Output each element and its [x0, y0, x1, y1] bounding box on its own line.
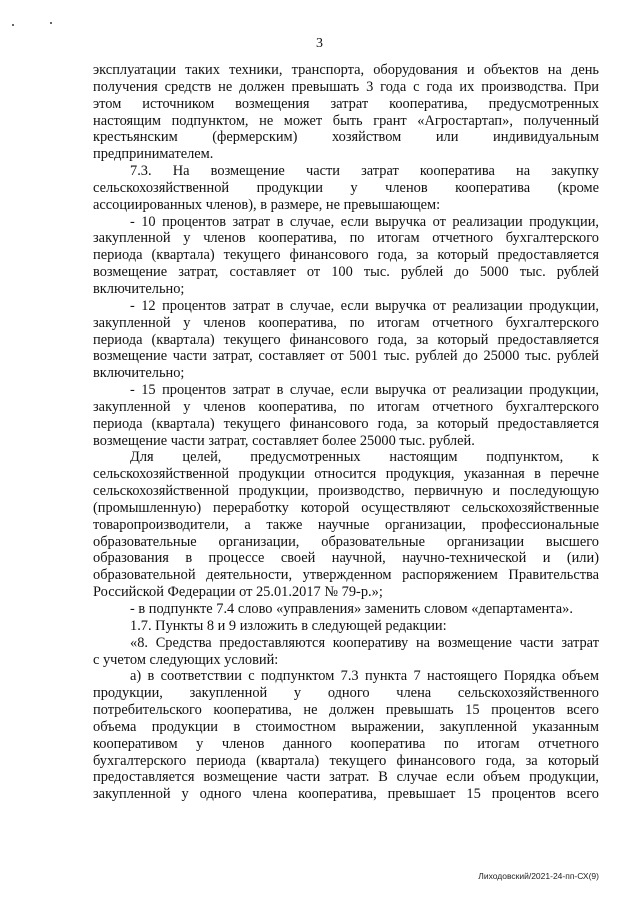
body-line: включительно; — [93, 365, 185, 382]
body-line: 7.3. На возмещение части затрат кооператива на закупку — [130, 163, 599, 180]
body-line: эксплуатации таких техники, транспорта, оборудования и объектов на день — [93, 62, 599, 78]
body-line: «8. Средства предоставляются кооперативу на возмещение части затрат — [130, 634, 599, 651]
body-line: образовательной деятельности, утвержденном распоряжением Правительства — [93, 567, 599, 584]
body-line: периода (квартала) текущего финансового года, за который предоставляется — [93, 415, 599, 432]
body-line: 1.7. Пункты 8 и 9 изложить в следующей редакции: — [130, 617, 447, 634]
document-body — [93, 62, 599, 803]
body-line: с учетом следующих условий: — [93, 651, 279, 668]
body-line: получения средств не должен превышать 3 года с года их производства. При — [93, 78, 599, 95]
body-line: возмещение части затрат, составляет более 25000 тыс. рублей. — [93, 432, 475, 449]
body-line: - 10 процентов затрат в случае, если выручка от реализации продукции, — [130, 213, 599, 230]
body-line: возмещение затрат, составляет от 100 тыс. рублей до 5000 тыс. рублей — [93, 264, 599, 281]
body-line: объема продукции в стоимостном выражении, закупленной указанным — [93, 718, 599, 735]
body-line: сельскохозяйственной продукции у членов кооператива (кроме — [93, 179, 599, 196]
body-line: а) в соответствии с подпунктом 7.3 пункта 7 настоящего Порядка объем — [130, 668, 599, 685]
body-line: потребительского кооператива, не должен превышать 15 процентов всего — [93, 702, 599, 719]
body-line: предоставляется возмещение части затрат. В случае если объем продукции, — [93, 769, 599, 786]
body-line: настоящим подпунктом, не может быть грант «Агростартап», полученный — [93, 112, 599, 129]
body-line: закупленной у членов кооператива, по итогам отчетного бухгалтерского — [93, 230, 599, 247]
body-line: периода (квартала) текущего финансового года, за который предоставляется — [93, 331, 599, 348]
document-footer-code: Лиходовский/2021-24-пп-СХ(9) — [478, 871, 599, 881]
body-line: - 15 процентов затрат в случае, если выручка от реализации продукции, — [130, 382, 599, 399]
body-line: этом источником возмещения затрат кооператива, предусмотренных — [93, 95, 599, 112]
scan-speck — [50, 22, 52, 24]
body-line: возмещение части затрат, составляет от 5001 тыс. рублей до 25000 тыс. рублей — [93, 348, 599, 365]
body-line: периода (квартала) текущего финансового года, за который предоставляется — [93, 247, 599, 264]
body-line: продукции, закупленной у одного члена сельскохозяйственного — [93, 685, 599, 702]
body-line: бухгалтерского периода (квартала) текущего финансового года, за который — [93, 752, 599, 769]
body-line: Для целей, предусмотренных настоящим подпунктом, к — [130, 449, 599, 466]
body-line: кооперативом у членов данного кооператива по итогам отчетного — [93, 735, 599, 752]
body-line: сельскохозяйственной продукции, производство, первичную и последующую — [93, 483, 599, 500]
body-line: включительно; — [93, 280, 185, 297]
body-line: закупленной у членов кооператива, по итогам отчетного бухгалтерского — [93, 314, 599, 331]
scan-speck — [12, 24, 14, 26]
body-line: образовательные организации, образовательные организации высшего — [93, 533, 599, 550]
body-line: закупленной у одного члена кооператива, превышает 15 процентов всего — [93, 786, 599, 803]
body-line: предпринимателем. — [93, 146, 214, 163]
body-line: товаропроизводители, а также научные организации, профессиональные — [93, 516, 599, 533]
body-line: (промышленную) переработку которой осуществляют сельскохозяйственные — [93, 499, 599, 516]
body-line: крестьянским (фермерским) хозяйством или индивидуальным — [93, 129, 599, 146]
body-line: ассоциированных членов), в размере, не превышающем: — [93, 196, 441, 213]
page-number: 3 — [316, 36, 323, 51]
body-line: - в подпункте 7.4 слово «управления» заменить словом «департамента». — [130, 601, 573, 617]
body-line: образования в процессе своей научной, научно-технической и (или) — [93, 550, 599, 567]
body-line: сельскохозяйственной продукции относится продукция, указанная в перечне — [93, 466, 599, 483]
body-line: закупленной у членов кооператива, по итогам отчетного бухгалтерского — [93, 398, 599, 415]
body-line: - 12 процентов затрат в случае, если выручка от реализации продукции, — [130, 297, 599, 314]
body-line: Российской Федерации от 25.01.2017 № 79-р.»; — [93, 584, 383, 601]
